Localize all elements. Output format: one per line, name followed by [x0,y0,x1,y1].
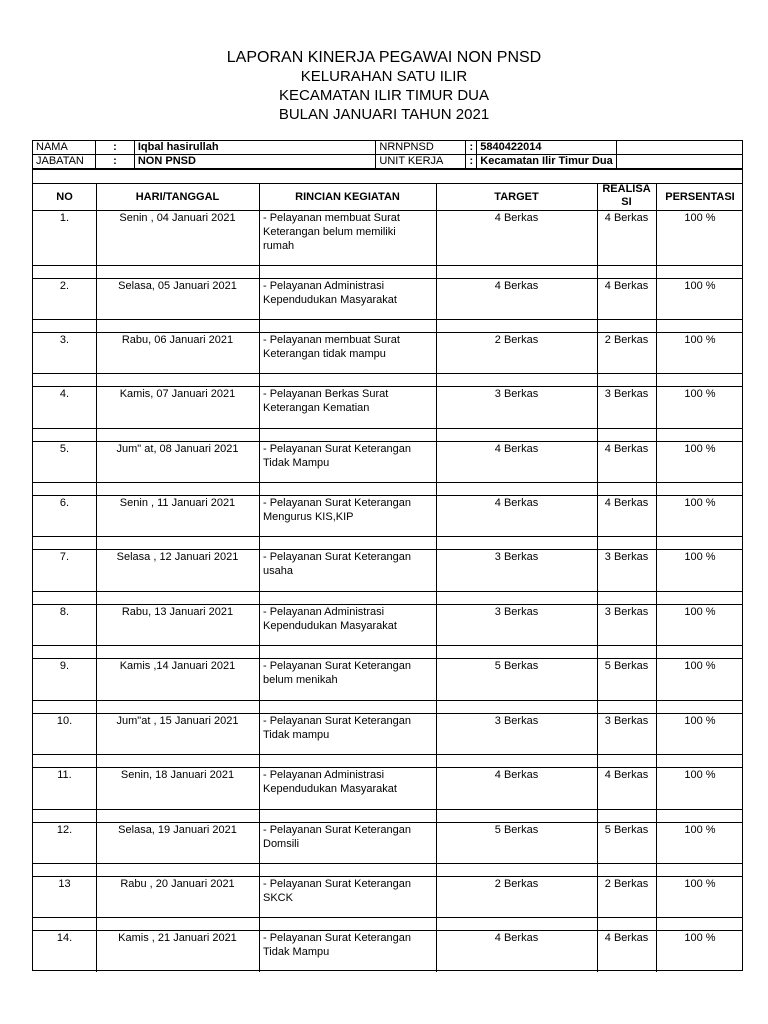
row-no: 10. [56,715,73,727]
row-target: 3 Berkas [494,551,539,563]
row-spacer-rule [33,428,742,429]
column-rule [436,183,437,972]
row-date: Rabu, 06 Januari 2021 [121,334,234,346]
column-rule [96,183,97,972]
nama-value: Iqbal hasirullah [134,141,376,155]
row-description: - Pelayanan Surat Keterangan Tidak Mampu [263,443,411,469]
activity-table [32,169,743,971]
row-realisasi: 4 Berkas [604,769,649,781]
row-no: 3. [59,334,70,346]
jabatan-value: NON PNSD [134,155,376,169]
row-description: - Pelayanan Administrasi Kependudukan Masyarakat [263,280,397,306]
info-empty-cell [617,141,743,155]
row-persentasi: 100 % [684,497,716,509]
row-target: 5 Berkas [494,824,539,836]
row-target: 4 Berkas [494,932,539,944]
row-target: 4 Berkas [494,280,539,292]
row-spacer-rule [33,265,742,266]
row-no: 2. [59,280,70,292]
header-persentasi: PERSENTASI [665,191,735,203]
row-no: 11. [57,769,72,781]
row-realisasi: 5 Berkas [604,824,649,836]
row-target: 2 Berkas [494,878,539,890]
row-persentasi: 100 % [684,824,716,836]
header-target: TARGET [494,191,539,203]
row-date: Kamis , 21 Januari 2021 [118,932,237,944]
row-no: 5. [59,443,70,455]
row-no: 13 [58,878,71,890]
row-description: - Pelayanan Berkas Surat Keterangan Kematian [263,388,389,414]
row-target: 3 Berkas [494,715,539,727]
report-title-block [0,48,768,124]
row-realisasi: 5 Berkas [604,660,649,672]
row-spacer-rule [33,536,742,537]
row-date: Jum" at, 08 Januari 2021 [116,443,239,455]
row-description: - Pelayanan membuat Surat Keterangan belum memiliki rumah [263,212,400,252]
row-realisasi: 2 Berkas [604,334,649,346]
row-realisasi: 4 Berkas [604,497,649,509]
row-persentasi: 100 % [684,606,716,618]
row-target: 3 Berkas [494,388,539,400]
row-realisasi: 4 Berkas [604,280,649,292]
row-spacer-rule [33,754,742,755]
row-target: 3 Berkas [494,606,539,618]
row-no: 6. [59,497,70,509]
row-date: Kamis ,14 Januari 2021 [119,660,236,672]
row-no: 4. [59,388,70,400]
row-realisasi: 3 Berkas [604,551,649,563]
row-persentasi: 100 % [684,551,716,563]
row-realisasi: 4 Berkas [604,932,649,944]
unit-kerja-colon: : [466,155,477,169]
column-rule [656,183,657,972]
header-rincian-kegiatan: RINCIAN KEGIATAN [295,191,400,203]
row-realisasi: 3 Berkas [604,715,649,727]
row-date: Rabu , 20 Januari 2021 [120,878,235,890]
row-persentasi: 100 % [684,388,716,400]
row-description: - Pelayanan Surat Keterangan Tidak mampu [263,715,411,741]
nrnpnsd-colon: : [466,141,477,155]
row-description: - Pelayanan membuat Surat Keterangan tidak mampu [263,334,400,360]
row-date: Selasa , 12 Januari 2021 [116,551,239,563]
row-target: 4 Berkas [494,443,539,455]
row-persentasi: 100 % [684,443,716,455]
row-no: 9. [59,660,70,672]
row-spacer-rule [33,645,742,646]
row-description: - Pelayanan Administrasi Kependudukan Masyarakat [263,606,397,632]
row-target: 5 Berkas [494,660,539,672]
header-hari-tanggal: HARI/TANGGAL [135,191,220,203]
row-realisasi: 3 Berkas [604,388,649,400]
row-description: - Pelayanan Surat Keterangan Tidak Mampu [263,932,411,958]
row-no: 1. [59,212,70,224]
row-persentasi: 100 % [684,334,716,346]
row-spacer-rule [33,809,742,810]
row-spacer-rule [33,319,742,320]
row-spacer-rule [33,700,742,701]
row-date: Senin , 04 Januari 2021 [119,212,236,224]
row-date: Kamis, 07 Januari 2021 [119,388,236,400]
header-no: NO [56,191,73,203]
report-subtitle-kecamatan: KECAMATAN ILIR TIMUR DUA [278,87,490,104]
row-realisasi: 4 Berkas [604,443,649,455]
row-date: Selasa, 19 Januari 2021 [118,824,237,836]
jabatan-label: JABATAN [33,155,96,169]
row-no: 12. [56,824,73,836]
row-realisasi: 2 Berkas [604,878,649,890]
nama-label: NAMA [33,141,96,155]
unit-kerja-value: Kecamatan Ilir Timur Dua [477,155,617,169]
row-no: 8. [59,606,70,618]
row-spacer-rule [33,591,742,592]
nrnpnsd-label: NRNPNSD [376,141,466,155]
report-title: LAPORAN KINERJA PEGAWAI NON PNSD [226,49,542,66]
row-target: 4 Berkas [494,212,539,224]
row-realisasi: 4 Berkas [604,212,649,224]
column-rule [259,183,260,972]
jabatan-colon: : [95,155,134,169]
report-subtitle-period: BULAN JANUARI TAHUN 2021 [278,106,490,123]
row-target: 4 Berkas [494,769,539,781]
row-realisasi: 3 Berkas [604,606,649,618]
employee-info-table [32,140,743,169]
row-description: - Pelayanan Surat Keterangan Mengurus KIS,KIP [263,497,411,523]
row-target: 2 Berkas [494,334,539,346]
header-realisasi: REALISA SI [602,183,651,208]
row-persentasi: 100 % [684,878,716,890]
row-description: - Pelayanan Surat Keterangan belum menikah [263,660,411,686]
row-persentasi: 100 % [684,932,716,944]
row-target: 4 Berkas [494,497,539,509]
row-no: 14. [56,932,73,944]
row-persentasi: 100 % [684,715,716,727]
row-persentasi: 100 % [684,660,716,672]
row-spacer-rule [33,917,742,918]
row-no: 7. [59,551,70,563]
row-spacer-rule [33,373,742,374]
row-spacer-rule [33,863,742,864]
row-persentasi: 100 % [684,212,716,224]
row-date: Jum"at , 15 Januari 2021 [116,715,239,727]
row-description: - Pelayanan Surat Keterangan Domsili [263,824,411,850]
row-description: - Pelayanan Surat Keterangan SKCK [263,878,411,904]
row-date: Senin , 11 Januari 2021 [119,497,236,509]
row-persentasi: 100 % [684,769,716,781]
column-rule [597,183,598,972]
report-subtitle-kelurahan: KELURAHAN SATU ILIR [300,68,468,85]
row-date: Selasa, 05 Januari 2021 [118,280,237,292]
info-empty-cell [617,155,743,169]
row-date: Rabu, 13 Januari 2021 [121,606,234,618]
row-persentasi: 100 % [684,280,716,292]
row-description: - Pelayanan Administrasi Kependudukan Masyarakat [263,769,397,795]
row-spacer-rule [33,482,742,483]
nrnpnsd-value: 5840422014 [477,141,617,155]
unit-kerja-label: UNIT KERJA [376,155,466,169]
nama-colon: : [95,141,134,155]
row-date: Senin, 18 Januari 2021 [120,769,235,781]
row-description: - Pelayanan Surat Keterangan usaha [263,551,411,577]
